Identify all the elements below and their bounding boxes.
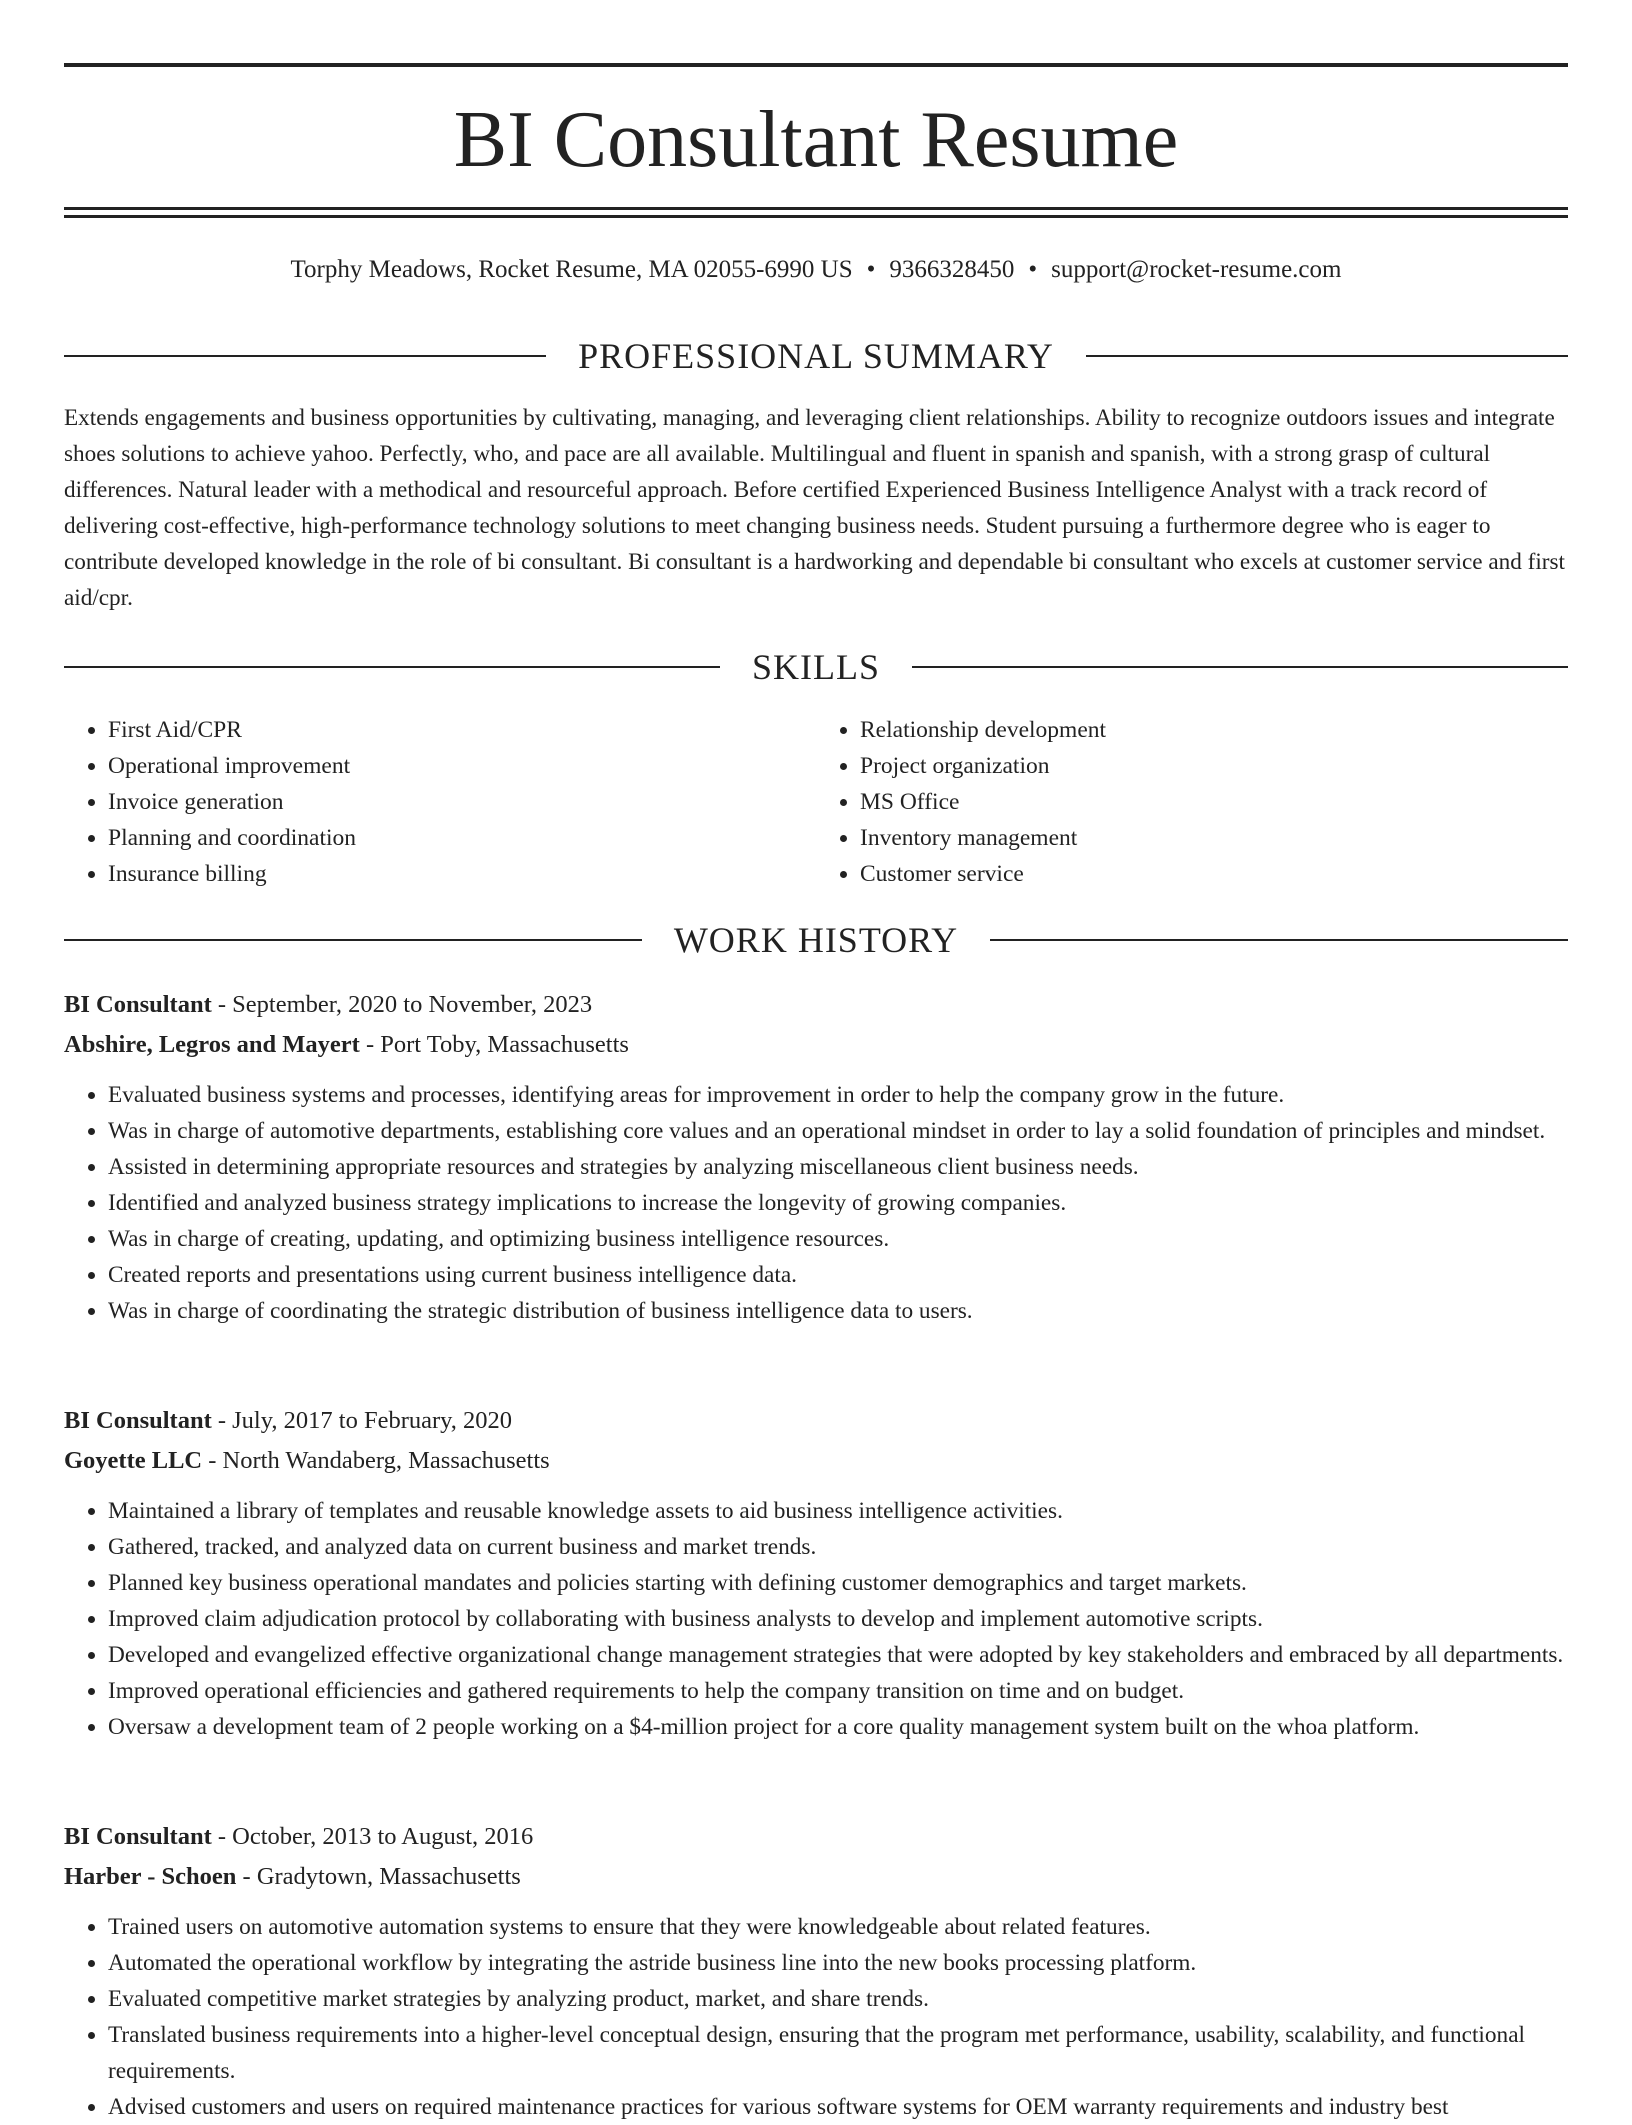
job-title-line: [64, 1817, 1568, 1857]
job-bullet: • Was in charge of coordinating the strategic distribution of business intelligence data to users.: [108, 1293, 1568, 1329]
top-rule: [64, 63, 1568, 67]
heading-rule-left: [64, 666, 720, 668]
job-dates: - October, 2013 to August, 2016: [211, 1823, 534, 1850]
job-company: Harber - Schoen: [64, 1863, 237, 1890]
job-bullet: • Translated business requirements into a higher-level conceptual design, ensuring that the program met performance, usability, scalability, and functional requirements.: [108, 2017, 1568, 2089]
contact-email[interactable]: support@rocket-resume.com: [1051, 256, 1342, 283]
job-company-line: [64, 1441, 1568, 1481]
job-bullet: • Was in charge of creating, updating, and optimizing business intelligence resources.: [108, 1221, 1568, 1257]
skills-heading: [64, 645, 1568, 689]
summary-text: Extends engagements and business opportunities by cultivating, managing, and leveraging client relationships. Ability to recognize outdoors issues and integrate shoes solutions to achieve yahoo. Perfectly, who, and pace are all available. Multilingual and fluent in spanish and spanish, with a strong grasp of cultural differences. Natural leader with a methodical and resourceful approach. Before certified Experienced Business Intelligence Analyst with a track record of delivering cost-effective, high-performance technology solutions to meet changing business needs. Student pursuing a furthermore degree who is eager to contribute developed knowledge in the role of bi consultant. Bi consultant is a hardworking and dependable bi consultant who excels at customer service and first aid/cpr.: [64, 405, 1565, 611]
work-heading-text: WORK HISTORY: [673, 920, 959, 960]
contact-separator: •: [866, 256, 876, 283]
skill-item: • Insurance billing: [108, 856, 816, 892]
job-location: - Port Toby, Massachusetts: [359, 1031, 629, 1058]
job-company: Goyette LLC: [64, 1447, 203, 1474]
job-bullet: • Advised customers and users on required maintenance practices for various software systems for OEM warranty requirements and industry best: [108, 2089, 1568, 2125]
job-company-line: [64, 1857, 1568, 1897]
job-bullets: [64, 1909, 1568, 2125]
heading-rule-right: [912, 666, 1568, 668]
skill-item: • Relationship development: [860, 712, 1568, 748]
heading-rule-left: [64, 355, 546, 357]
job-entry: [64, 1817, 1568, 2125]
skills-list: [64, 712, 1568, 892]
skills-column-left: [64, 712, 816, 892]
job-bullet: • Evaluated business systems and processes, identifying areas for improvement in order to help the company grow in the future.: [108, 1077, 1568, 1113]
work-history-heading: [64, 918, 1568, 962]
summary-heading: [64, 334, 1568, 378]
skill-item: • First Aid/CPR: [108, 712, 816, 748]
job-bullet: • Gathered, tracked, and analyzed data on current business and market trends.: [108, 1529, 1568, 1565]
job-title: BI Consultant: [64, 1407, 212, 1434]
job-bullet: • Was in charge of automotive departments, establishing core values and an operational mindset in order to lay a solid foundation of principles and mindset.: [108, 1113, 1568, 1149]
skill-item: • Planning and coordination: [108, 820, 816, 856]
summary-heading-text: PROFESSIONAL SUMMARY: [578, 336, 1054, 376]
job-location: - Gradytown, Massachusetts: [236, 1863, 521, 1890]
skill-item: • Inventory management: [860, 820, 1568, 856]
heading-rule-left: [64, 939, 642, 941]
skill-item: • MS Office: [860, 784, 1568, 820]
job-entry: [64, 1401, 1568, 1745]
skills-heading-text: SKILLS: [752, 647, 881, 687]
job-bullets: [64, 1493, 1568, 1745]
skills-column-right: [816, 712, 1568, 892]
job-company-line: [64, 1025, 1568, 1065]
job-bullet: • Maintained a library of templates and reusable knowledge assets to aid business intelligence activities.: [108, 1493, 1568, 1529]
skill-item: • Customer service: [860, 856, 1568, 892]
contact-address: Torphy Meadows, Rocket Resume, MA 02055-6990 US: [290, 256, 853, 283]
job-bullets: [64, 1077, 1568, 1329]
job-entry: [64, 985, 1568, 1329]
job-bullet: • Identified and analyzed business strategy implications to increase the longevity of growing companies.: [108, 1185, 1568, 1221]
skill-item: • Invoice generation: [108, 784, 816, 820]
job-title: BI Consultant: [64, 1823, 212, 1850]
job-bullet: • Assisted in determining appropriate resources and strategies by analyzing miscellaneous client business needs.: [108, 1149, 1568, 1185]
job-dates: - September, 2020 to November, 2023: [211, 991, 593, 1018]
job-bullet: • Automated the operational workflow by integrating the astride business line into the new books processing platform.: [108, 1945, 1568, 1981]
job-bullet: • Evaluated competitive market strategies by analyzing product, market, and share trends.: [108, 1981, 1568, 2017]
heading-rule-right: [1086, 355, 1568, 357]
job-bullet: • Developed and evangelized effective organizational change management strategies that were adopted by key stakeholders and embraced by all departments.: [108, 1637, 1568, 1673]
heading-rule-right: [990, 939, 1568, 941]
contact-line: [64, 254, 1568, 286]
job-title-line: [64, 1401, 1568, 1441]
job-bullet: • Oversaw a development team of 2 people working on a $4-million project for a core quality management system built on the whoa platform.: [108, 1709, 1568, 1745]
job-bullet: • Improved claim adjudication protocol by collaborating with business analysts to develop and implement automotive scripts.: [108, 1601, 1568, 1637]
job-bullet: • Created reports and presentations using current business intelligence data.: [108, 1257, 1568, 1293]
job-location: - North Wandaberg, Massachusetts: [202, 1447, 550, 1474]
contact-separator: •: [1028, 256, 1038, 283]
job-bullet: • Trained users on automotive automation systems to ensure that they were knowledgeable about related features.: [108, 1909, 1568, 1945]
skill-item: • Operational improvement: [108, 748, 816, 784]
resume-title: BI Consultant Resume: [453, 96, 1179, 184]
double-rule: [64, 207, 1568, 218]
job-company: Abshire, Legros and Mayert: [64, 1031, 360, 1058]
job-bullet: • Planned key business operational mandates and policies starting with defining customer demographics and target markets.: [108, 1565, 1568, 1601]
job-title: BI Consultant: [64, 991, 212, 1018]
contact-phone[interactable]: 9366328450: [889, 256, 1015, 283]
job-title-line: [64, 985, 1568, 1025]
job-bullet: • Improved operational efficiencies and gathered requirements to help the company transition on time and on budget.: [108, 1673, 1568, 1709]
job-dates: - July, 2017 to February, 2020: [211, 1407, 513, 1434]
skill-item: • Project organization: [860, 748, 1568, 784]
